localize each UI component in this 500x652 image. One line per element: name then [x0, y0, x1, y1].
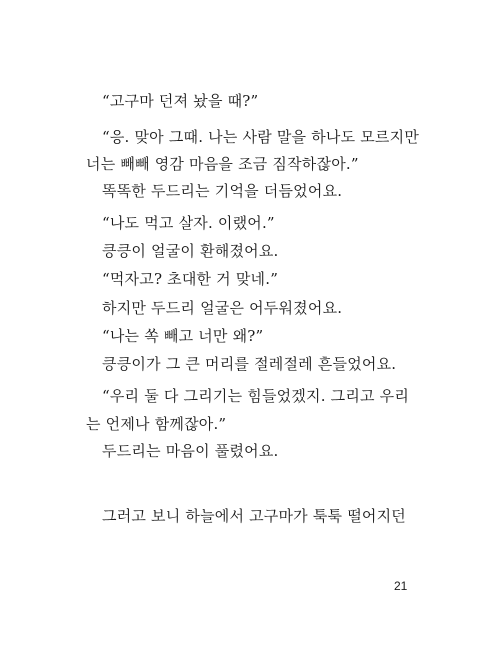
- text-line: 그러고 보니 하늘에서 고구마가 툭툭 떨어지던: [102, 507, 406, 525]
- text-line: 는 언제나 함께잖아.”: [86, 415, 227, 433]
- text-line: “응. 맞아 그때. 나는 사람 말을 하나도 모르지만: [102, 128, 420, 146]
- text-line: 킁킁이 얼굴이 환해졌어요.: [102, 242, 279, 260]
- text-line: 너는 빼빼 영감 마음을 조금 짐작하잖아.”: [86, 155, 359, 173]
- text-line: “먹자고? 초대한 거 맞네.”: [102, 270, 279, 288]
- text-line: 킁킁이가 그 큰 머리를 절레절레 흔들었어요.: [102, 355, 397, 373]
- text-line: 두드리는 마음이 풀렸어요.: [102, 442, 279, 460]
- text-line: 똑똑한 두드리는 기억을 더듬었어요.: [102, 182, 343, 200]
- text-line: “나는 쏙 빼고 너만 왜?”: [102, 327, 264, 345]
- text-line: “고구마 던져 놨을 때?”: [102, 92, 259, 110]
- text-line: 하지만 두드리 얼굴은 어두워졌어요.: [102, 299, 343, 317]
- page-number: 21: [394, 579, 408, 593]
- text-line: “우리 둘 다 그리기는 힘들었겠지. 그리고 우리: [102, 387, 410, 405]
- text-line: “나도 먹고 살자. 이랬어.”: [102, 214, 275, 232]
